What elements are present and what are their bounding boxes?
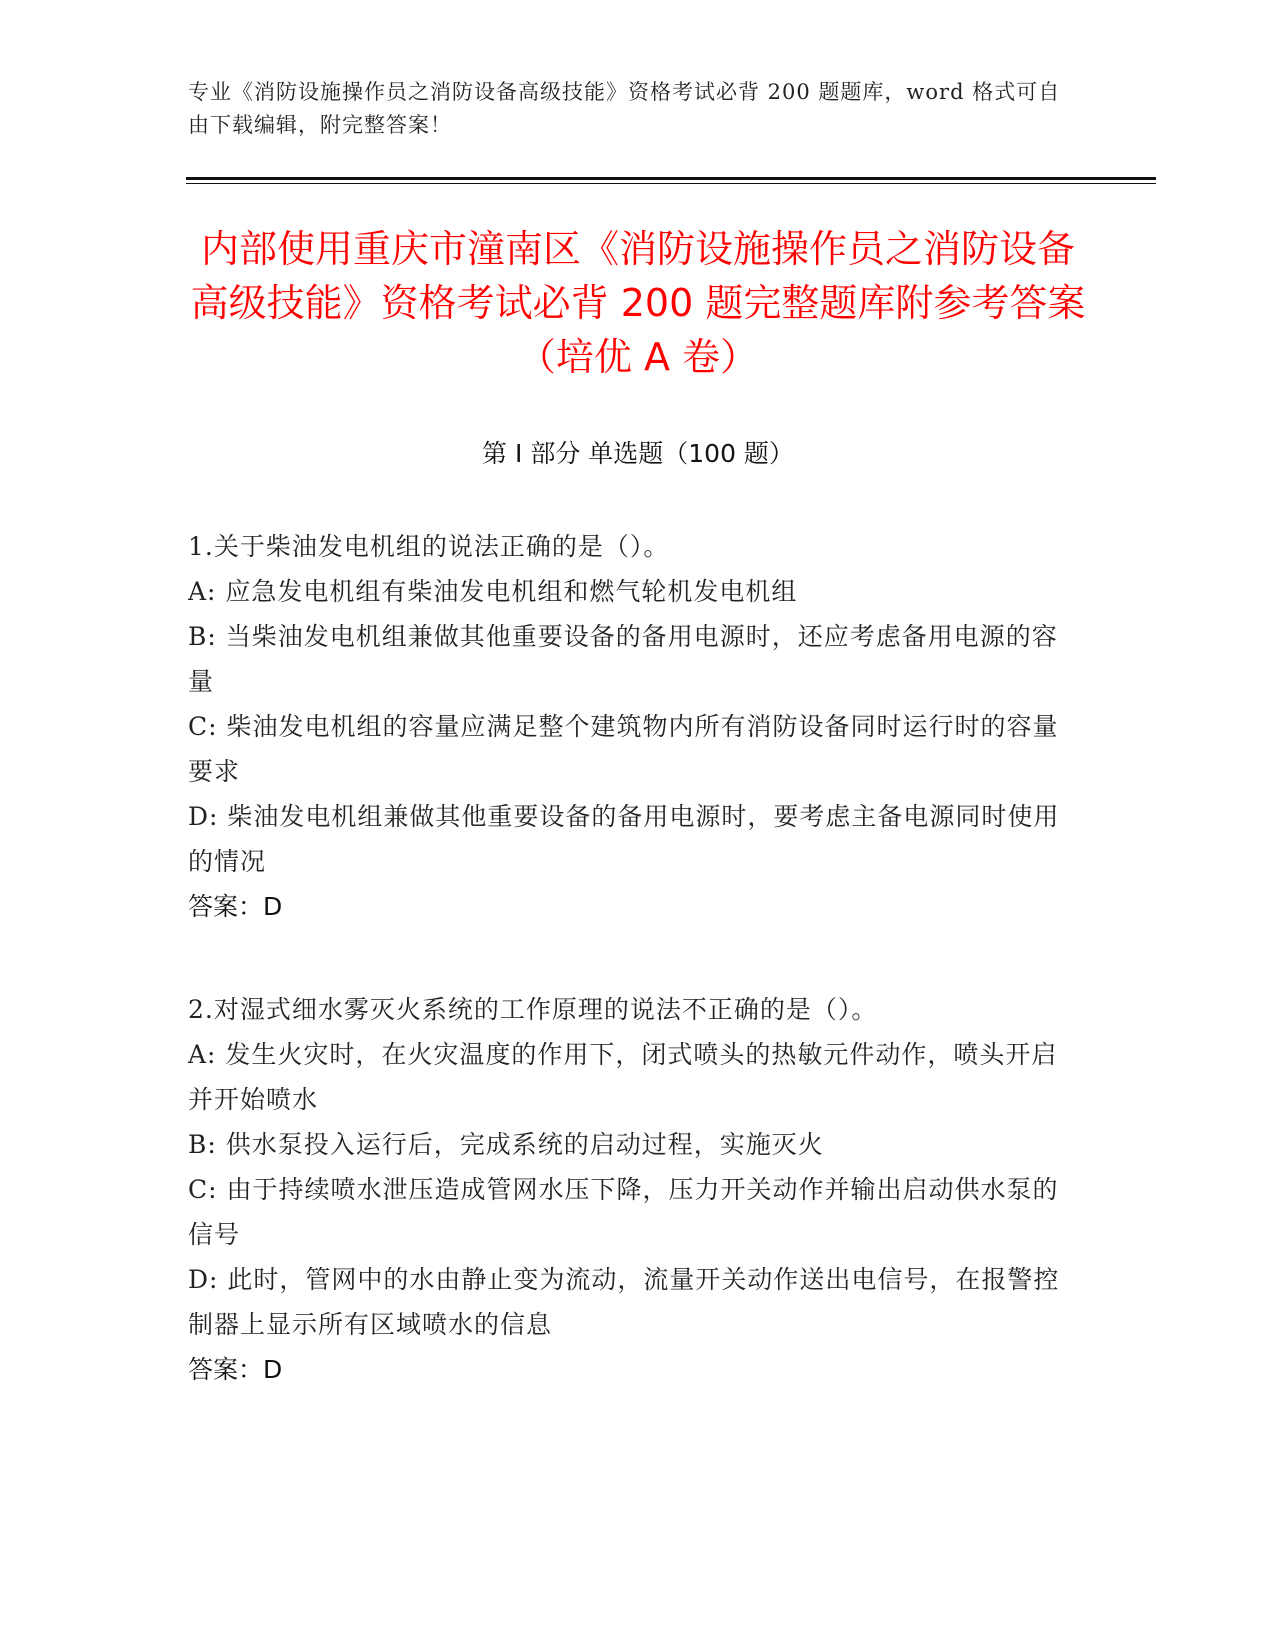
header-divider-thin: [186, 183, 1156, 184]
question-stem: 1.关于柴油发电机组的说法正确的是（）。: [188, 532, 670, 561]
option-d: D: 此时，管网中的水由静止变为流动，流量开关动作送出电信号，在报警控制器上显示所有区域喷水的信息: [188, 1265, 1060, 1339]
document-title: 内部使用重庆市潼南区《消防设施操作员之消防设备高级技能》资格考试必背 200 题完整题库附参考答案（培优 A 卷）: [190, 227, 1086, 379]
question-stem: 2.对湿式细水雾灭火系统的工作原理的说法不正确的是（）。: [188, 995, 878, 1024]
question-list: [188, 524, 1068, 1450]
option-a: A: 应急发电机组有柴油发电机组和燃气轮机发电机组: [188, 577, 798, 606]
question-item: [188, 987, 1068, 1392]
answer: 答案：D: [188, 892, 283, 921]
option-a: A: 发生火灾时，在火灾温度的作用下，闭式喷头的热敏元件动作，喷头开启并开始喷水: [188, 1040, 1058, 1114]
section-heading: 第 I 部分 单选题（100 题）: [482, 439, 794, 468]
option-c: C: 柴油发电机组的容量应满足整个建筑物内所有消防设备同时运行时的容量要求: [188, 712, 1059, 786]
header-note: 专业《消防设施操作员之消防设备高级技能》资格考试必背 200 题题库，word 格式可自由下载编辑，附完整答案！: [188, 80, 1061, 137]
option-b: B: 供水泵投入运行后，完成系统的启动过程，实施灭火: [188, 1130, 824, 1159]
question-item: [188, 524, 1068, 929]
option-d: D: 柴油发电机组兼做其他重要设备的备用电源时，要考虑主备电源同时使用的情况: [188, 802, 1060, 876]
header-divider: [186, 177, 1156, 180]
option-c: C: 由于持续喷水泄压造成管网水压下降，压力开关动作并输出启动供水泵的信号: [188, 1175, 1059, 1249]
answer: 答案：D: [188, 1355, 283, 1384]
option-b: B: 当柴油发电机组兼做其他重要设备的备用电源时，还应考虑备用电源的容量: [188, 622, 1058, 696]
